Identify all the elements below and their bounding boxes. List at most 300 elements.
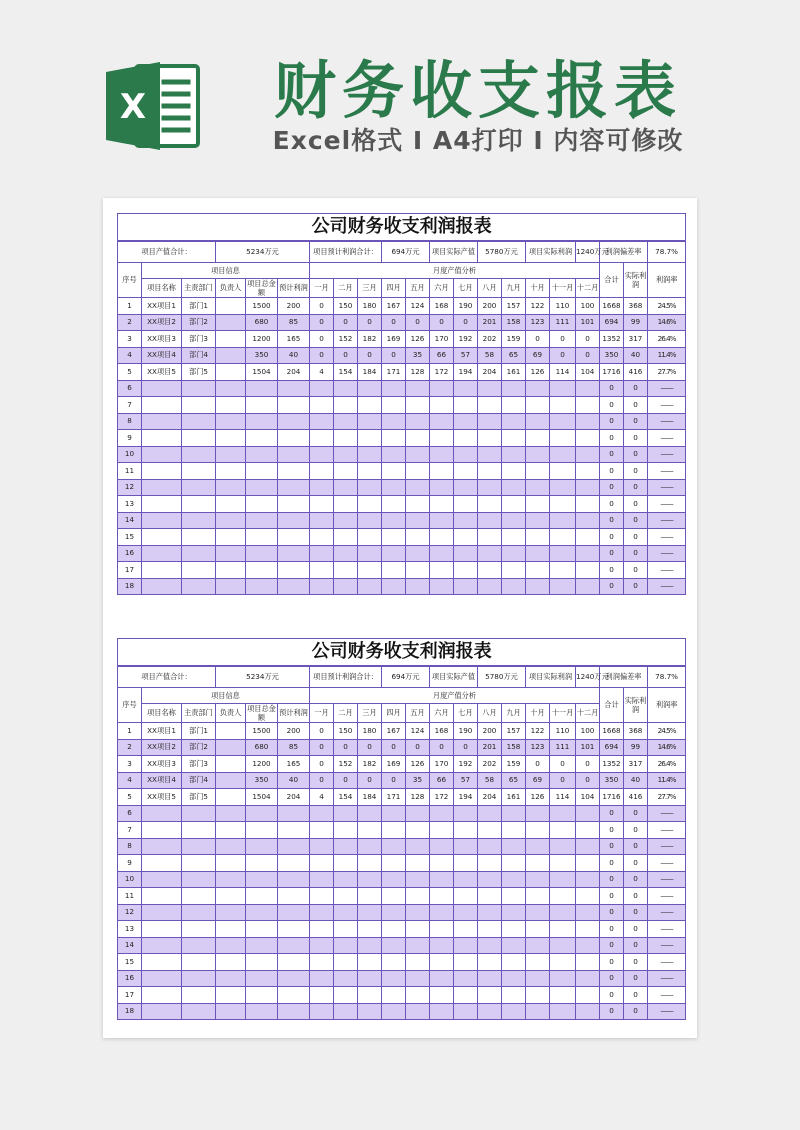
cell-month-value[interactable]: 0 — [358, 739, 382, 756]
cell-project-total[interactable] — [246, 578, 278, 595]
cell-project-total[interactable]: 1500 — [246, 723, 278, 740]
cell-month-value[interactable]: 172 — [430, 364, 454, 381]
cell-month-value[interactable] — [502, 562, 526, 579]
cell-project-name[interactable] — [142, 463, 182, 480]
cell-month-value[interactable] — [406, 463, 430, 480]
cell-month-value[interactable] — [526, 545, 550, 562]
cell-month-value[interactable] — [334, 512, 358, 529]
cell-project-name[interactable]: XX项目4 — [142, 347, 182, 364]
cell-month-value[interactable]: 35 — [406, 347, 430, 364]
cell-month-value[interactable] — [334, 430, 358, 447]
cell-month-value[interactable] — [310, 463, 334, 480]
cell-month-value[interactable] — [310, 871, 334, 888]
cell-expected-profit[interactable] — [278, 479, 310, 496]
cell-dept[interactable] — [182, 822, 216, 839]
cell-month-value[interactable]: 111 — [550, 314, 576, 331]
cell-total[interactable]: 694 — [600, 314, 624, 331]
cell-month-value[interactable] — [576, 954, 600, 971]
cell-month-value[interactable] — [430, 987, 454, 1004]
cell-month-value[interactable] — [406, 871, 430, 888]
cell-month-value[interactable] — [334, 937, 358, 954]
cell-month-value[interactable] — [526, 855, 550, 872]
cell-month-value[interactable] — [454, 888, 478, 905]
cell-month-value[interactable]: 124 — [406, 723, 430, 740]
cell-month-value[interactable] — [430, 838, 454, 855]
cell-month-value[interactable] — [382, 855, 406, 872]
cell-month-value[interactable] — [454, 822, 478, 839]
cell-month-value[interactable] — [478, 937, 502, 954]
cell-total[interactable]: 0 — [600, 871, 624, 888]
cell-month-value[interactable] — [358, 380, 382, 397]
cell-expected-profit[interactable] — [278, 562, 310, 579]
cell-month-value[interactable]: 202 — [478, 331, 502, 348]
cell-month-value[interactable] — [526, 871, 550, 888]
cell-project-total[interactable]: 350 — [246, 772, 278, 789]
cell-month-value[interactable] — [430, 578, 454, 595]
cell-dept[interactable] — [182, 838, 216, 855]
cell-month-value[interactable] — [526, 413, 550, 430]
cell-project-total[interactable] — [246, 545, 278, 562]
cell-actual-profit[interactable]: 0 — [624, 430, 648, 447]
cell-owner[interactable] — [216, 987, 246, 1004]
cell-month-value[interactable] — [430, 463, 454, 480]
cell-month-value[interactable]: 111 — [550, 739, 576, 756]
cell-month-value[interactable] — [478, 446, 502, 463]
cell-total[interactable]: 0 — [600, 987, 624, 1004]
cell-total[interactable]: 0 — [600, 446, 624, 463]
cell-dept[interactable]: 部门3 — [182, 331, 216, 348]
cell-month-value[interactable] — [576, 888, 600, 905]
cell-month-value[interactable] — [550, 954, 576, 971]
cell-expected-profit[interactable] — [278, 970, 310, 987]
cell-month-value[interactable] — [358, 496, 382, 513]
cell-month-value[interactable] — [310, 888, 334, 905]
cell-owner[interactable] — [216, 512, 246, 529]
cell-project-name[interactable]: XX项目3 — [142, 756, 182, 773]
cell-dept[interactable] — [182, 871, 216, 888]
cell-month-value[interactable] — [526, 529, 550, 546]
cell-month-value[interactable] — [478, 822, 502, 839]
cell-month-value[interactable]: 192 — [454, 756, 478, 773]
cell-month-value[interactable] — [576, 822, 600, 839]
cell-month-value[interactable] — [502, 397, 526, 414]
cell-month-value[interactable]: 194 — [454, 789, 478, 806]
cell-month-value[interactable]: 0 — [430, 314, 454, 331]
cell-seq[interactable]: 13 — [118, 921, 142, 938]
cell-project-total[interactable] — [246, 463, 278, 480]
cell-month-value[interactable] — [478, 838, 502, 855]
cell-actual-profit[interactable]: 99 — [624, 314, 648, 331]
cell-project-total[interactable] — [246, 987, 278, 1004]
cell-actual-profit[interactable]: 40 — [624, 347, 648, 364]
cell-month-value[interactable] — [406, 529, 430, 546]
cell-actual-profit[interactable]: 368 — [624, 723, 648, 740]
cell-month-value[interactable] — [526, 430, 550, 447]
cell-month-value[interactable]: 159 — [502, 331, 526, 348]
cell-profit-rate[interactable]: —— — [648, 855, 686, 872]
cell-month-value[interactable]: 169 — [382, 756, 406, 773]
cell-expected-profit[interactable] — [278, 838, 310, 855]
cell-profit-rate[interactable]: 26.4% — [648, 331, 686, 348]
cell-month-value[interactable] — [526, 904, 550, 921]
cell-project-total[interactable] — [246, 937, 278, 954]
cell-month-value[interactable] — [358, 529, 382, 546]
cell-month-value[interactable] — [502, 529, 526, 546]
cell-month-value[interactable]: 0 — [526, 331, 550, 348]
cell-expected-profit[interactable] — [278, 888, 310, 905]
cell-month-value[interactable]: 170 — [430, 331, 454, 348]
cell-month-value[interactable] — [382, 838, 406, 855]
cell-month-value[interactable] — [576, 479, 600, 496]
cell-seq[interactable]: 7 — [118, 397, 142, 414]
cell-month-value[interactable] — [526, 397, 550, 414]
cell-month-value[interactable] — [406, 822, 430, 839]
cell-expected-profit[interactable]: 204 — [278, 789, 310, 806]
cell-profit-rate[interactable]: —— — [648, 578, 686, 595]
cell-total[interactable]: 350 — [600, 772, 624, 789]
cell-month-value[interactable]: 152 — [334, 756, 358, 773]
cell-month-value[interactable]: 171 — [382, 789, 406, 806]
cell-owner[interactable] — [216, 789, 246, 806]
cell-month-value[interactable] — [430, 822, 454, 839]
cell-month-value[interactable]: 110 — [550, 723, 576, 740]
cell-month-value[interactable] — [576, 496, 600, 513]
cell-dept[interactable]: 部门2 — [182, 739, 216, 756]
cell-month-value[interactable] — [576, 578, 600, 595]
cell-month-value[interactable] — [358, 904, 382, 921]
cell-project-total[interactable] — [246, 529, 278, 546]
cell-month-value[interactable] — [576, 446, 600, 463]
cell-month-value[interactable] — [406, 512, 430, 529]
cell-month-value[interactable] — [454, 1003, 478, 1020]
cell-month-value[interactable] — [478, 529, 502, 546]
cell-month-value[interactable] — [454, 838, 478, 855]
cell-seq[interactable]: 8 — [118, 838, 142, 855]
cell-month-value[interactable]: 0 — [550, 347, 576, 364]
cell-month-value[interactable] — [334, 578, 358, 595]
cell-actual-profit[interactable]: 0 — [624, 463, 648, 480]
cell-month-value[interactable]: 194 — [454, 364, 478, 381]
cell-actual-profit[interactable]: 0 — [624, 904, 648, 921]
cell-month-value[interactable] — [430, 380, 454, 397]
cell-month-value[interactable]: 158 — [502, 314, 526, 331]
cell-total[interactable]: 0 — [600, 496, 624, 513]
cell-month-value[interactable] — [406, 954, 430, 971]
cell-month-value[interactable] — [334, 397, 358, 414]
cell-seq[interactable]: 15 — [118, 954, 142, 971]
cell-month-value[interactable] — [310, 397, 334, 414]
cell-month-value[interactable] — [430, 937, 454, 954]
cell-total[interactable]: 0 — [600, 413, 624, 430]
cell-month-value[interactable] — [502, 430, 526, 447]
cell-month-value[interactable] — [502, 578, 526, 595]
cell-dept[interactable]: 部门2 — [182, 314, 216, 331]
cell-month-value[interactable] — [358, 463, 382, 480]
cell-month-value[interactable]: 0 — [334, 739, 358, 756]
cell-month-value[interactable] — [310, 479, 334, 496]
cell-month-value[interactable]: 168 — [430, 298, 454, 315]
cell-actual-profit[interactable]: 0 — [624, 987, 648, 1004]
cell-month-value[interactable]: 201 — [478, 739, 502, 756]
cell-project-name[interactable] — [142, 578, 182, 595]
cell-month-value[interactable] — [310, 512, 334, 529]
cell-month-value[interactable] — [310, 380, 334, 397]
cell-month-value[interactable]: 66 — [430, 772, 454, 789]
cell-month-value[interactable]: 0 — [310, 298, 334, 315]
cell-month-value[interactable] — [430, 479, 454, 496]
cell-actual-profit[interactable]: 0 — [624, 380, 648, 397]
cell-month-value[interactable] — [406, 545, 430, 562]
cell-seq[interactable]: 5 — [118, 789, 142, 806]
cell-month-value[interactable] — [526, 479, 550, 496]
cell-month-value[interactable]: 172 — [430, 789, 454, 806]
cell-expected-profit[interactable]: 85 — [278, 314, 310, 331]
cell-month-value[interactable] — [576, 430, 600, 447]
cell-project-name[interactable]: XX项目4 — [142, 772, 182, 789]
cell-owner[interactable] — [216, 331, 246, 348]
cell-month-value[interactable] — [454, 970, 478, 987]
cell-profit-rate[interactable]: —— — [648, 545, 686, 562]
cell-dept[interactable] — [182, 463, 216, 480]
cell-month-value[interactable] — [358, 479, 382, 496]
cell-month-value[interactable]: 168 — [430, 723, 454, 740]
cell-month-value[interactable]: 128 — [406, 789, 430, 806]
cell-month-value[interactable]: 57 — [454, 347, 478, 364]
cell-project-name[interactable] — [142, 545, 182, 562]
cell-month-value[interactable] — [358, 578, 382, 595]
cell-owner[interactable] — [216, 739, 246, 756]
cell-project-total[interactable] — [246, 805, 278, 822]
cell-month-value[interactable] — [478, 578, 502, 595]
cell-month-value[interactable] — [334, 545, 358, 562]
cell-month-value[interactable] — [478, 430, 502, 447]
cell-month-value[interactable] — [382, 380, 406, 397]
cell-seq[interactable]: 2 — [118, 314, 142, 331]
cell-project-name[interactable] — [142, 562, 182, 579]
cell-month-value[interactable]: 123 — [526, 739, 550, 756]
cell-actual-profit[interactable]: 317 — [624, 756, 648, 773]
cell-profit-rate[interactable]: —— — [648, 921, 686, 938]
cell-project-total[interactable] — [246, 512, 278, 529]
cell-month-value[interactable] — [550, 822, 576, 839]
cell-month-value[interactable] — [478, 479, 502, 496]
cell-month-value[interactable]: 114 — [550, 789, 576, 806]
cell-actual-profit[interactable]: 0 — [624, 446, 648, 463]
cell-total[interactable]: 0 — [600, 562, 624, 579]
cell-month-value[interactable] — [430, 430, 454, 447]
cell-total[interactable]: 0 — [600, 937, 624, 954]
cell-owner[interactable] — [216, 380, 246, 397]
cell-month-value[interactable] — [406, 855, 430, 872]
cell-seq[interactable]: 15 — [118, 529, 142, 546]
cell-month-value[interactable] — [406, 380, 430, 397]
cell-month-value[interactable]: 154 — [334, 364, 358, 381]
cell-actual-profit[interactable]: 0 — [624, 970, 648, 987]
cell-owner[interactable] — [216, 937, 246, 954]
cell-month-value[interactable] — [430, 562, 454, 579]
cell-month-value[interactable] — [406, 413, 430, 430]
cell-month-value[interactable] — [382, 954, 406, 971]
cell-profit-rate[interactable]: —— — [648, 904, 686, 921]
cell-project-total[interactable]: 1200 — [246, 331, 278, 348]
cell-owner[interactable] — [216, 496, 246, 513]
cell-profit-rate[interactable]: —— — [648, 937, 686, 954]
cell-actual-profit[interactable]: 0 — [624, 496, 648, 513]
cell-expected-profit[interactable]: 85 — [278, 739, 310, 756]
cell-actual-profit[interactable]: 0 — [624, 545, 648, 562]
cell-month-value[interactable] — [576, 397, 600, 414]
cell-seq[interactable]: 5 — [118, 364, 142, 381]
cell-month-value[interactable]: 69 — [526, 772, 550, 789]
cell-profit-rate[interactable]: —— — [648, 970, 686, 987]
cell-month-value[interactable] — [550, 904, 576, 921]
cell-month-value[interactable] — [310, 904, 334, 921]
cell-month-value[interactable] — [310, 921, 334, 938]
cell-total[interactable]: 694 — [600, 739, 624, 756]
cell-month-value[interactable] — [454, 954, 478, 971]
cell-profit-rate[interactable]: 27.7% — [648, 364, 686, 381]
cell-month-value[interactable] — [406, 397, 430, 414]
cell-month-value[interactable] — [382, 463, 406, 480]
cell-month-value[interactable] — [576, 921, 600, 938]
cell-profit-rate[interactable]: 14.6% — [648, 739, 686, 756]
cell-dept[interactable] — [182, 529, 216, 546]
cell-total[interactable]: 0 — [600, 380, 624, 397]
cell-month-value[interactable]: 128 — [406, 364, 430, 381]
cell-month-value[interactable]: 204 — [478, 364, 502, 381]
cell-month-value[interactable] — [454, 479, 478, 496]
cell-actual-profit[interactable]: 416 — [624, 364, 648, 381]
cell-month-value[interactable] — [550, 479, 576, 496]
cell-owner[interactable] — [216, 772, 246, 789]
cell-month-value[interactable] — [478, 463, 502, 480]
cell-project-total[interactable] — [246, 413, 278, 430]
cell-month-value[interactable] — [334, 446, 358, 463]
cell-month-value[interactable] — [358, 838, 382, 855]
cell-month-value[interactable]: 4 — [310, 364, 334, 381]
cell-month-value[interactable] — [526, 838, 550, 855]
cell-owner[interactable] — [216, 921, 246, 938]
cell-profit-rate[interactable]: —— — [648, 479, 686, 496]
cell-month-value[interactable] — [382, 888, 406, 905]
cell-actual-profit[interactable]: 0 — [624, 921, 648, 938]
cell-month-value[interactable] — [526, 921, 550, 938]
cell-month-value[interactable]: 161 — [502, 789, 526, 806]
cell-actual-profit[interactable]: 0 — [624, 805, 648, 822]
cell-owner[interactable] — [216, 888, 246, 905]
cell-dept[interactable] — [182, 413, 216, 430]
cell-dept[interactable]: 部门1 — [182, 298, 216, 315]
cell-actual-profit[interactable]: 0 — [624, 562, 648, 579]
cell-month-value[interactable]: 192 — [454, 331, 478, 348]
cell-month-value[interactable] — [550, 937, 576, 954]
cell-month-value[interactable] — [478, 397, 502, 414]
cell-total[interactable]: 1352 — [600, 331, 624, 348]
cell-owner[interactable] — [216, 545, 246, 562]
cell-expected-profit[interactable]: 165 — [278, 756, 310, 773]
cell-actual-profit[interactable]: 416 — [624, 789, 648, 806]
cell-owner[interactable] — [216, 529, 246, 546]
cell-actual-profit[interactable]: 0 — [624, 838, 648, 855]
cell-dept[interactable]: 部门4 — [182, 347, 216, 364]
cell-month-value[interactable] — [382, 987, 406, 1004]
cell-month-value[interactable] — [576, 904, 600, 921]
cell-month-value[interactable]: 0 — [526, 756, 550, 773]
cell-total[interactable]: 0 — [600, 855, 624, 872]
cell-seq[interactable]: 2 — [118, 739, 142, 756]
cell-month-value[interactable] — [382, 1003, 406, 1020]
cell-project-total[interactable] — [246, 822, 278, 839]
cell-seq[interactable]: 10 — [118, 871, 142, 888]
cell-project-total[interactable]: 1500 — [246, 298, 278, 315]
cell-month-value[interactable] — [526, 380, 550, 397]
cell-project-total[interactable] — [246, 970, 278, 987]
cell-month-value[interactable]: 122 — [526, 723, 550, 740]
cell-month-value[interactable] — [576, 1003, 600, 1020]
cell-month-value[interactable] — [358, 970, 382, 987]
cell-total[interactable]: 0 — [600, 479, 624, 496]
cell-month-value[interactable]: 0 — [310, 314, 334, 331]
cell-month-value[interactable] — [478, 954, 502, 971]
cell-expected-profit[interactable] — [278, 496, 310, 513]
cell-project-name[interactable] — [142, 822, 182, 839]
cell-owner[interactable] — [216, 364, 246, 381]
cell-dept[interactable] — [182, 805, 216, 822]
cell-month-value[interactable] — [334, 463, 358, 480]
cell-owner[interactable] — [216, 723, 246, 740]
cell-month-value[interactable]: 0 — [382, 347, 406, 364]
cell-profit-rate[interactable]: —— — [648, 954, 686, 971]
cell-expected-profit[interactable] — [278, 446, 310, 463]
cell-month-value[interactable] — [502, 937, 526, 954]
cell-dept[interactable]: 部门1 — [182, 723, 216, 740]
cell-month-value[interactable]: 0 — [576, 331, 600, 348]
cell-dept[interactable] — [182, 855, 216, 872]
cell-month-value[interactable] — [310, 954, 334, 971]
cell-month-value[interactable] — [454, 529, 478, 546]
cell-project-total[interactable] — [246, 479, 278, 496]
cell-month-value[interactable] — [430, 512, 454, 529]
cell-month-value[interactable] — [576, 871, 600, 888]
cell-project-total[interactable] — [246, 855, 278, 872]
cell-month-value[interactable] — [550, 496, 576, 513]
cell-profit-rate[interactable]: —— — [648, 838, 686, 855]
cell-project-total[interactable] — [246, 397, 278, 414]
cell-month-value[interactable] — [310, 545, 334, 562]
cell-month-value[interactable]: 180 — [358, 723, 382, 740]
cell-month-value[interactable] — [382, 970, 406, 987]
cell-month-value[interactable] — [478, 413, 502, 430]
cell-month-value[interactable] — [358, 545, 382, 562]
cell-month-value[interactable] — [334, 413, 358, 430]
cell-month-value[interactable] — [358, 937, 382, 954]
cell-project-name[interactable] — [142, 904, 182, 921]
cell-seq[interactable]: 3 — [118, 756, 142, 773]
cell-owner[interactable] — [216, 446, 246, 463]
cell-month-value[interactable]: 0 — [550, 331, 576, 348]
cell-project-total[interactable] — [246, 871, 278, 888]
cell-project-total[interactable] — [246, 954, 278, 971]
cell-month-value[interactable] — [382, 805, 406, 822]
cell-month-value[interactable] — [358, 805, 382, 822]
cell-dept[interactable] — [182, 1003, 216, 1020]
cell-total[interactable]: 0 — [600, 921, 624, 938]
cell-month-value[interactable] — [310, 562, 334, 579]
cell-total[interactable]: 0 — [600, 1003, 624, 1020]
cell-month-value[interactable]: 114 — [550, 364, 576, 381]
cell-project-name[interactable]: XX项目2 — [142, 314, 182, 331]
cell-owner[interactable] — [216, 430, 246, 447]
